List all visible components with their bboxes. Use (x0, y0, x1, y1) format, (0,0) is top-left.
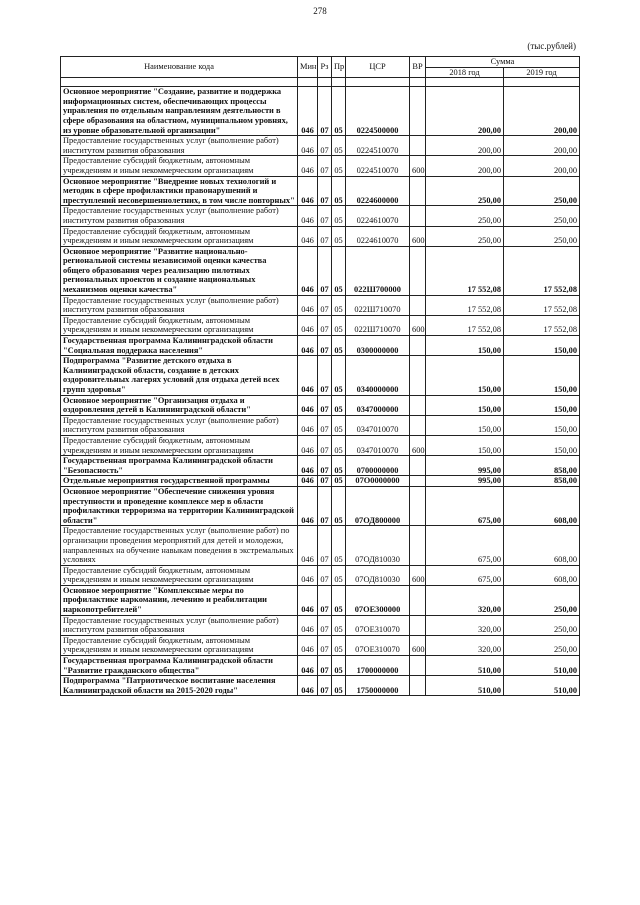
cell-sum-2019: 200,00 (504, 87, 580, 136)
cell-sum-2018: 17 552,08 (426, 295, 504, 315)
cell-sum-2018: 510,00 (426, 656, 504, 676)
cell-rz: 07 (318, 176, 332, 206)
cell-name: Предоставление государственных услуг (выполнение работ) институтом развития образования (61, 415, 298, 435)
cell-rz: 07 (318, 656, 332, 676)
cell-pr: 05 (332, 415, 346, 435)
cell-vr (410, 526, 426, 565)
cell-pr: 05 (332, 585, 346, 615)
cell-sum-2019: 150,00 (504, 415, 580, 435)
cell-name: Подпрограмма "Развитие детского отдыха в Калининградской области, создание в детских оздоровительных лагерях условий для отдыха детей всех групп здоровья" (61, 356, 298, 395)
cell-rz: 07 (318, 635, 332, 655)
cell-pr: 05 (332, 676, 346, 696)
cell-pr: 05 (332, 176, 346, 206)
cell-vr (410, 395, 426, 415)
cell-sum-2018: 150,00 (426, 435, 504, 455)
cell-pr: 05 (332, 356, 346, 395)
cell-min: 046 (298, 585, 318, 615)
table-row (61, 635, 580, 655)
cell-min: 046 (298, 136, 318, 156)
cell-sum-2018: 675,00 (426, 526, 504, 565)
header-year-2019: 2019 год (504, 67, 580, 78)
cell-name: Основное мероприятие "Создание, развитие и поддержка информационных систем, обеспечивающих процессы управления по отдельным направлениям деятельности в сфере образования на областном, муниципальном уровнях, из уровне образовательной организации" (61, 87, 298, 136)
table-row (61, 136, 580, 156)
cell-min: 046 (298, 206, 318, 226)
cell-sum-2019: 858,00 (504, 476, 580, 487)
cell-csr: 0347000000 (346, 395, 410, 415)
cell-csr: 0224500000 (346, 87, 410, 136)
table-row (61, 435, 580, 455)
cell-csr: 0224600000 (346, 176, 410, 206)
cell-csr: 022Ш710070 (346, 295, 410, 315)
cell-vr (410, 356, 426, 395)
table-row (61, 336, 580, 356)
table-row (61, 676, 580, 696)
cell-sum-2019: 150,00 (504, 395, 580, 415)
cell-rz: 07 (318, 456, 332, 476)
cell-name: Предоставление государственных услуг (выполнение работ) институтом развития образования (61, 136, 298, 156)
cell-sum-2019: 250,00 (504, 615, 580, 635)
cell-sum-2018: 320,00 (426, 615, 504, 635)
cell-min: 046 (298, 526, 318, 565)
spacer-row (61, 78, 580, 87)
cell-sum-2018: 150,00 (426, 415, 504, 435)
cell-name: Предоставление государственных услуг (выполнение работ) институтом развития образования (61, 295, 298, 315)
cell-sum-2019: 250,00 (504, 226, 580, 246)
cell-rz: 07 (318, 87, 332, 136)
cell-rz: 07 (318, 295, 332, 315)
cell-rz: 07 (318, 526, 332, 565)
cell-vr (410, 486, 426, 525)
cell-sum-2019: 250,00 (504, 635, 580, 655)
cell-min: 046 (298, 156, 318, 176)
cell-sum-2018: 200,00 (426, 136, 504, 156)
cell-csr: 0340000000 (346, 356, 410, 395)
cell-sum-2019: 150,00 (504, 336, 580, 356)
cell-pr: 05 (332, 246, 346, 295)
cell-csr: 07ОД810030 (346, 526, 410, 565)
cell-min: 046 (298, 395, 318, 415)
table-row (61, 315, 580, 335)
cell-name: Предоставление государственных услуг (выполнение работ) институтом развития образования (61, 206, 298, 226)
cell-rz: 07 (318, 476, 332, 487)
cell-sum-2018: 320,00 (426, 585, 504, 615)
cell-pr: 05 (332, 315, 346, 335)
header-name: Наименование кода (61, 57, 298, 78)
cell-name: Основное мероприятие "Организация отдыха и оздоровления детей в Калининградской области" (61, 395, 298, 415)
cell-sum-2019: 17 552,08 (504, 295, 580, 315)
cell-vr: 600 (410, 156, 426, 176)
table-row (61, 226, 580, 246)
table-row (61, 565, 580, 585)
cell-vr (410, 415, 426, 435)
cell-rz: 07 (318, 246, 332, 295)
cell-csr: 022Ш710070 (346, 315, 410, 335)
table-row (61, 615, 580, 635)
cell-pr: 05 (332, 456, 346, 476)
cell-sum-2019: 17 552,08 (504, 315, 580, 335)
table-row (61, 295, 580, 315)
cell-sum-2018: 510,00 (426, 676, 504, 696)
cell-vr (410, 87, 426, 136)
cell-rz: 07 (318, 226, 332, 246)
cell-min: 046 (298, 435, 318, 455)
cell-sum-2018: 250,00 (426, 176, 504, 206)
cell-csr: 0347010070 (346, 435, 410, 455)
table-row (61, 585, 580, 615)
table-row (61, 206, 580, 226)
table-row (61, 526, 580, 565)
cell-min: 046 (298, 565, 318, 585)
table-body (61, 87, 580, 696)
cell-min: 046 (298, 476, 318, 487)
table-row (61, 656, 580, 676)
cell-pr: 05 (332, 486, 346, 525)
cell-pr: 05 (332, 635, 346, 655)
cell-name: Основное мероприятие "Внедрение новых технологий и методик в сфере профилактики правонарушений и преступлений несовершеннолетних, в том числе повторных" (61, 176, 298, 206)
cell-name: Основное мероприятие "Комплексные меры по профилактике наркомании, лечению и реабилитации наркопотребителей" (61, 585, 298, 615)
cell-rz: 07 (318, 136, 332, 156)
cell-vr: 600 (410, 315, 426, 335)
cell-sum-2019: 17 552,08 (504, 246, 580, 295)
cell-sum-2018: 675,00 (426, 565, 504, 585)
cell-sum-2019: 858,00 (504, 456, 580, 476)
cell-pr: 05 (332, 476, 346, 487)
cell-sum-2019: 608,00 (504, 526, 580, 565)
cell-rz: 07 (318, 356, 332, 395)
cell-name: Основное мероприятие "Обеспечение снижения уровня преступности и проведение комплексе мер в области профилактики терроризма на территории Калининградской области" (61, 486, 298, 525)
cell-rz: 07 (318, 156, 332, 176)
cell-csr: 1750000000 (346, 676, 410, 696)
cell-min: 046 (298, 87, 318, 136)
cell-name: Государственная программа Калининградской области "Безопасность" (61, 456, 298, 476)
cell-csr: 0700000000 (346, 456, 410, 476)
cell-sum-2019: 250,00 (504, 176, 580, 206)
cell-name: Подпрограмма "Патриотическое воспитание населения Калининградской области на 2015-2020 годы" (61, 676, 298, 696)
table-row (61, 476, 580, 487)
cell-vr (410, 615, 426, 635)
cell-vr: 600 (410, 635, 426, 655)
cell-name: Предоставление субсидий бюджетным, автономным учреждениям и иным некоммерческим организациям (61, 565, 298, 585)
table-row (61, 486, 580, 525)
table-row (61, 246, 580, 295)
header-sum: Сумма (426, 57, 580, 68)
cell-sum-2018: 995,00 (426, 476, 504, 487)
cell-pr: 05 (332, 526, 346, 565)
cell-pr: 05 (332, 87, 346, 136)
cell-pr: 05 (332, 435, 346, 455)
cell-vr: 600 (410, 226, 426, 246)
cell-csr: 0224510070 (346, 136, 410, 156)
header-rz: Рз (318, 57, 332, 78)
cell-vr (410, 176, 426, 206)
cell-min: 046 (298, 295, 318, 315)
cell-csr: 0300000000 (346, 336, 410, 356)
cell-sum-2018: 995,00 (426, 456, 504, 476)
cell-pr: 05 (332, 206, 346, 226)
cell-vr (410, 246, 426, 295)
table-row (61, 415, 580, 435)
cell-sum-2019: 608,00 (504, 565, 580, 585)
cell-pr: 05 (332, 395, 346, 415)
cell-sum-2019: 510,00 (504, 676, 580, 696)
cell-csr: 07ОЕ310070 (346, 615, 410, 635)
cell-csr: 07ОЕ310070 (346, 635, 410, 655)
cell-vr (410, 656, 426, 676)
table-row (61, 87, 580, 136)
cell-vr (410, 585, 426, 615)
cell-csr: 022Ш700000 (346, 246, 410, 295)
cell-csr: 0224610070 (346, 206, 410, 226)
cell-vr: 600 (410, 565, 426, 585)
cell-min: 046 (298, 336, 318, 356)
cell-rz: 07 (318, 615, 332, 635)
cell-csr: 07ОЕ300000 (346, 585, 410, 615)
header-pr: Пр (332, 57, 346, 78)
cell-sum-2019: 150,00 (504, 435, 580, 455)
cell-name: Предоставление субсидий бюджетным, автономным учреждениям и иным некоммерческим организациям (61, 435, 298, 455)
cell-sum-2019: 250,00 (504, 206, 580, 226)
cell-pr: 05 (332, 136, 346, 156)
table-row (61, 356, 580, 395)
cell-sum-2018: 200,00 (426, 87, 504, 136)
cell-name: Отдельные мероприятия государственной программы (61, 476, 298, 487)
cell-pr: 05 (332, 156, 346, 176)
cell-rz: 07 (318, 206, 332, 226)
cell-name: Предоставление субсидий бюджетным, автономным учреждениям и иным некоммерческим организациям (61, 156, 298, 176)
cell-name: Государственная программа Калининградской области "Социальная поддержка населения" (61, 336, 298, 356)
cell-min: 046 (298, 676, 318, 696)
cell-sum-2019: 150,00 (504, 356, 580, 395)
cell-min: 046 (298, 456, 318, 476)
cell-sum-2018: 250,00 (426, 226, 504, 246)
cell-min: 046 (298, 635, 318, 655)
cell-csr: 07ОД800000 (346, 486, 410, 525)
cell-rz: 07 (318, 565, 332, 585)
cell-sum-2018: 200,00 (426, 156, 504, 176)
header-min: Мин (298, 57, 318, 78)
cell-sum-2018: 150,00 (426, 395, 504, 415)
cell-rz: 07 (318, 676, 332, 696)
cell-csr: 0347010070 (346, 415, 410, 435)
table-row (61, 176, 580, 206)
cell-sum-2019: 510,00 (504, 656, 580, 676)
cell-pr: 05 (332, 336, 346, 356)
cell-min: 046 (298, 656, 318, 676)
cell-rz: 07 (318, 415, 332, 435)
cell-min: 046 (298, 176, 318, 206)
cell-vr (410, 476, 426, 487)
cell-name: Предоставление субсидий бюджетным, автономным учреждениям и иным некоммерческим организациям (61, 226, 298, 246)
cell-name: Предоставление субсидий бюджетным, автономным учреждениям и иным некоммерческим организациям (61, 635, 298, 655)
cell-csr: 1700000000 (346, 656, 410, 676)
cell-min: 046 (298, 246, 318, 295)
cell-sum-2018: 150,00 (426, 336, 504, 356)
cell-sum-2018: 320,00 (426, 635, 504, 655)
page-number: 278 (313, 6, 327, 16)
cell-rz: 07 (318, 435, 332, 455)
header-csr: ЦСР (346, 57, 410, 78)
cell-sum-2018: 675,00 (426, 486, 504, 525)
cell-csr: 0224610070 (346, 226, 410, 246)
cell-csr: 07ОД810030 (346, 565, 410, 585)
header-vr: ВР (410, 57, 426, 78)
cell-min: 046 (298, 315, 318, 335)
cell-pr: 05 (332, 226, 346, 246)
cell-name: Предоставление субсидий бюджетным, автономным учреждениям и иным некоммерческим организациям (61, 315, 298, 335)
cell-sum-2018: 17 552,08 (426, 315, 504, 335)
cell-vr (410, 676, 426, 696)
cell-vr (410, 336, 426, 356)
table-row (61, 395, 580, 415)
cell-pr: 05 (332, 656, 346, 676)
cell-vr (410, 456, 426, 476)
cell-sum-2019: 200,00 (504, 156, 580, 176)
cell-min: 046 (298, 415, 318, 435)
cell-vr (410, 206, 426, 226)
units-label: (тыс.рублей) (527, 41, 576, 51)
cell-name: Предоставление государственных услуг (выполнение работ) по организации проведения мероприятий для детей и молодежи, направленных на обучение навыкам поведения в экстремальных условиях (61, 526, 298, 565)
header-year-2018: 2018 год (426, 67, 504, 78)
cell-pr: 05 (332, 615, 346, 635)
cell-min: 046 (298, 356, 318, 395)
cell-rz: 07 (318, 315, 332, 335)
cell-csr: 0224510070 (346, 156, 410, 176)
budget-table (60, 56, 580, 696)
table-row (61, 456, 580, 476)
cell-name: Основное мероприятие "Развитие национально-региональной системы независимой оценки качества общего образования через реализацию пилотных региональных проектов и создание национальных механизмов оценки качества" (61, 246, 298, 295)
cell-sum-2019: 608,00 (504, 486, 580, 525)
cell-sum-2019: 200,00 (504, 136, 580, 156)
cell-sum-2018: 250,00 (426, 206, 504, 226)
cell-min: 046 (298, 615, 318, 635)
cell-rz: 07 (318, 395, 332, 415)
cell-rz: 07 (318, 585, 332, 615)
cell-name: Предоставление государственных услуг (выполнение работ) институтом развития образования (61, 615, 298, 635)
cell-vr: 600 (410, 435, 426, 455)
cell-sum-2018: 17 552,08 (426, 246, 504, 295)
cell-rz: 07 (318, 486, 332, 525)
cell-min: 046 (298, 226, 318, 246)
table-row (61, 156, 580, 176)
cell-csr: 07О0000000 (346, 476, 410, 487)
cell-rz: 07 (318, 336, 332, 356)
cell-min: 046 (298, 486, 318, 525)
table-header (61, 57, 580, 87)
cell-vr (410, 136, 426, 156)
cell-pr: 05 (332, 565, 346, 585)
cell-name: Государственная программа Калининградской области "Развитие гражданского общества" (61, 656, 298, 676)
cell-sum-2019: 250,00 (504, 585, 580, 615)
cell-pr: 05 (332, 295, 346, 315)
cell-sum-2018: 150,00 (426, 356, 504, 395)
cell-vr (410, 295, 426, 315)
